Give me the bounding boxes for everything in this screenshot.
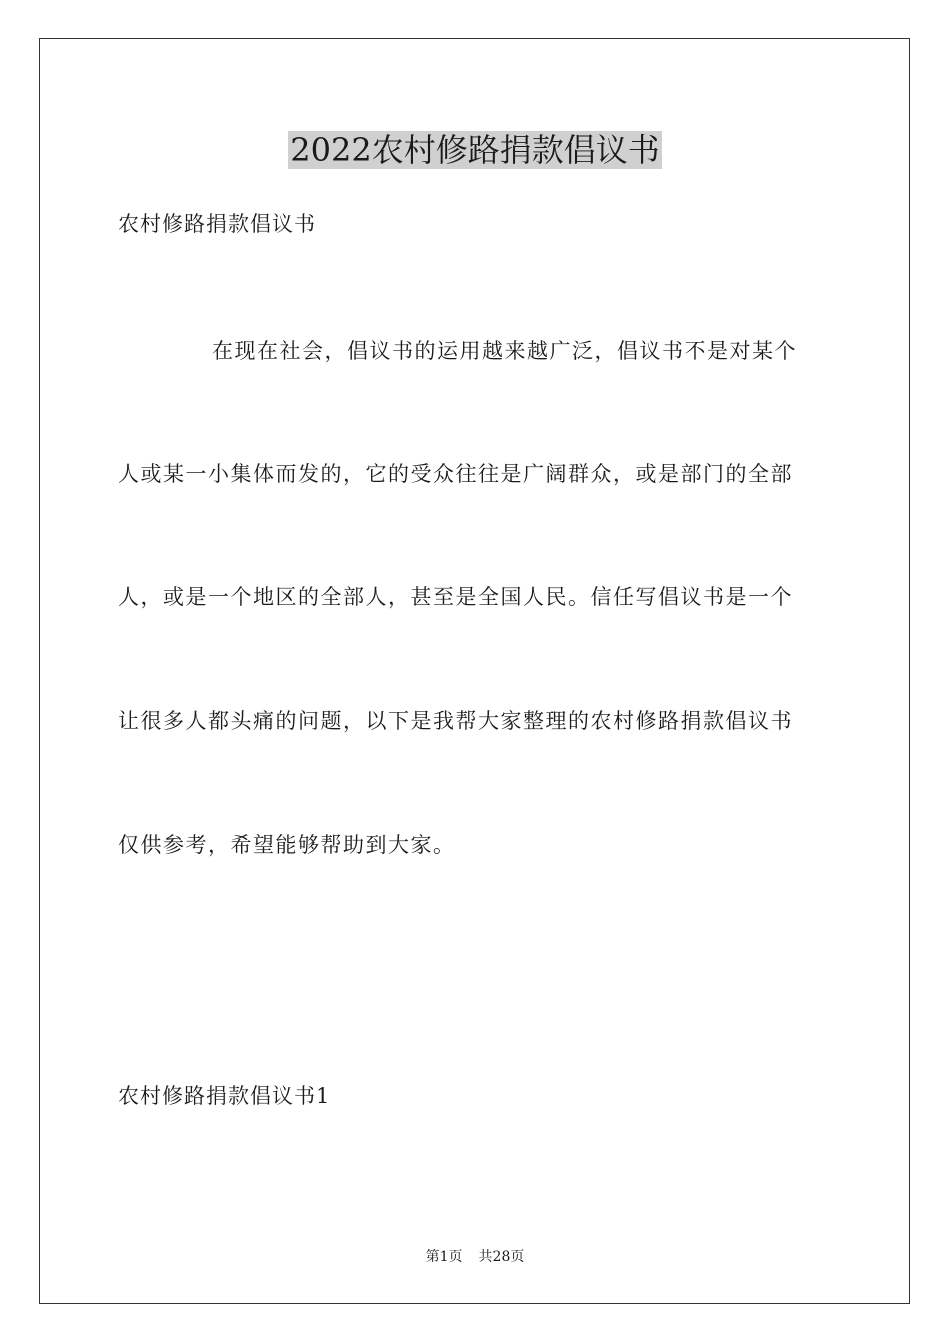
document-title [0,126,950,174]
page-total: 共28页 [478,1249,525,1265]
page-footer [0,1247,950,1267]
document-subtitle: 农村修路捐款倡议书 [118,212,316,236]
paragraph-line: 让很多人都头痛的问题，以下是我帮大家整理的农村修路捐款倡议书 [118,709,793,733]
paragraph-line: 人，或是一个地区的全部人，甚至是全国人民。信任写倡议书是一个 [118,585,793,609]
document-title-text: 2022农村修路捐款倡议书 [290,131,660,169]
paragraph-line: 人或某一小集体而发的，它的受众往往是广阔群众，或是部门的全部 [118,462,793,486]
page-number: 第1页 [425,1249,463,1265]
paragraph-line: 在现在社会，倡议书的运用越来越广泛，倡议书不是对某个 [212,339,797,363]
section-heading: 农村修路捐款倡议书1 [118,1084,331,1108]
paragraph-line: 仅供参考，希望能够帮助到大家。 [118,833,456,857]
